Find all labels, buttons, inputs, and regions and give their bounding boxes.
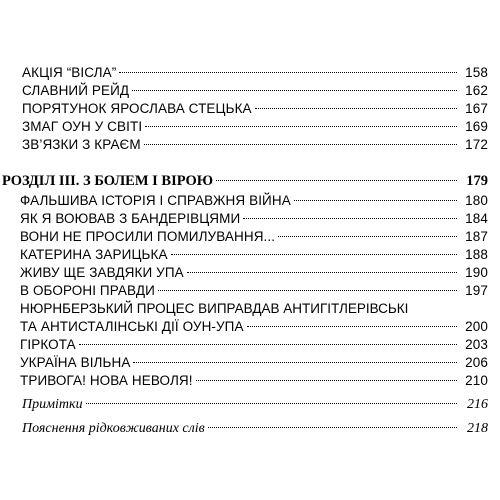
toc-entry[interactable] <box>22 136 488 154</box>
dot-leader <box>158 290 457 291</box>
toc-entry-title: УКРАЇНА ВІЛЬНА <box>20 355 131 370</box>
toc-entry-page: 203 <box>465 337 488 352</box>
dot-leader <box>255 108 457 109</box>
toc-entry-title: СЛАВНИЙ РЕЙД <box>22 83 130 98</box>
toc-entry-page: 162 <box>465 83 488 98</box>
toc-entry[interactable] <box>20 264 488 282</box>
dot-leader <box>79 344 457 345</box>
toc-entry-page: 206 <box>465 355 488 370</box>
dot-leader <box>132 90 457 91</box>
toc-entry-page: 167 <box>465 101 488 116</box>
toc-entry-title: ЗМАГ ОУН У СВІТІ <box>22 119 143 134</box>
toc-entry-title: В ОБОРОНІ ПРАВДИ <box>20 283 155 298</box>
toc-entry-title: ФАЛЬШИВА ІСТОРІЯ І СПРАВЖНЯ ВІЙНА <box>20 193 291 208</box>
toc-entry-page: 197 <box>465 283 488 298</box>
toc-entry[interactable] <box>20 246 488 264</box>
toc-entry-page: 187 <box>465 229 488 244</box>
toc-entry-page: 190 <box>465 265 488 280</box>
dot-leader <box>144 144 457 145</box>
toc-entry[interactable] <box>22 82 488 100</box>
toc-entry-title: ЗВ’ЯЗКИ З КРАЄМ <box>22 137 141 152</box>
toc-entry[interactable] <box>20 336 488 354</box>
toc-entry-title: ПОРЯТУНОК ЯРОСЛАВА СТЕЦЬКА <box>22 101 252 116</box>
toc-entry-title: ТА АНТИСТАЛІНСЬКІ ДІЇ ОУН-УПА <box>20 319 244 334</box>
toc-entry[interactable] <box>22 100 488 118</box>
toc-entry-title: ГІРКОТА <box>20 337 76 352</box>
dot-leader <box>247 326 457 327</box>
toc-notes-entry[interactable] <box>22 420 488 438</box>
dot-leader <box>187 272 457 273</box>
toc-entry[interactable] <box>20 192 488 210</box>
toc-entry-multiline-first[interactable]: НЮРНБЕРЗЬКИЙ ПРОЦЕС ВИПРАВДАВ АНТИГІТЛЕРІВСЬКІ <box>20 301 409 316</box>
toc-entry-page: 158 <box>465 65 488 80</box>
toc-notes-entry[interactable] <box>22 396 488 414</box>
toc-entry-page: 210 <box>465 373 488 388</box>
toc-chapter[interactable] <box>2 172 488 190</box>
toc-entry-title: ВОНИ НЕ ПРОСИЛИ ПОМИЛУВАННЯ... <box>20 229 276 244</box>
toc-entry-page: 172 <box>465 137 488 152</box>
toc-entry[interactable] <box>20 228 488 246</box>
toc-entry[interactable] <box>22 64 488 82</box>
dot-leader <box>243 218 457 219</box>
toc-entry-title: Примітки <box>22 397 83 412</box>
toc-entry[interactable] <box>20 354 488 372</box>
toc-entry-page: 218 <box>467 421 488 436</box>
dot-leader <box>133 362 457 363</box>
toc-entry-page: 169 <box>465 119 488 134</box>
toc-entry[interactable] <box>20 210 488 228</box>
dot-leader <box>119 72 457 73</box>
dot-leader <box>196 380 457 381</box>
dot-leader <box>278 236 457 237</box>
toc-entry-page: 216 <box>467 397 488 412</box>
toc-entry[interactable] <box>20 282 488 300</box>
toc-entry[interactable] <box>20 318 488 336</box>
toc-entry-page: 184 <box>465 211 488 226</box>
toc-entry-page: 180 <box>465 193 488 208</box>
dot-leader <box>171 254 457 255</box>
dot-leader <box>216 180 457 181</box>
dot-leader <box>208 427 457 428</box>
toc-entry-title: ЯК Я ВОЮВАВ З БАНДЕРІВЦЯМИ <box>20 211 241 226</box>
toc-entry-title: ТРИВОГА! НОВА НЕВОЛЯ! <box>20 373 193 388</box>
toc-entry-title: КАТЕРИНА ЗАРИЦЬКА <box>20 247 168 262</box>
toc-chapter-title: РОЗДІЛ ІІІ. З БОЛЕМ І ВІРОЮ <box>2 173 214 189</box>
toc-chapter-page: 179 <box>466 173 488 189</box>
toc-entry-title: ЖИВУ ЩЕ ЗАВДЯКИ УПА <box>20 265 184 280</box>
toc-entry[interactable] <box>22 118 488 136</box>
toc-entry-page: 200 <box>465 319 488 334</box>
dot-leader <box>145 126 457 127</box>
toc-entry-title: Пояснення рідковживаних слів <box>22 421 205 436</box>
toc-entry-page: 188 <box>465 247 488 262</box>
dot-leader <box>86 403 457 404</box>
toc-entry[interactable] <box>20 372 488 390</box>
dot-leader <box>294 200 457 201</box>
toc-entry-title: АКЦІЯ “ВІСЛА” <box>22 65 117 80</box>
